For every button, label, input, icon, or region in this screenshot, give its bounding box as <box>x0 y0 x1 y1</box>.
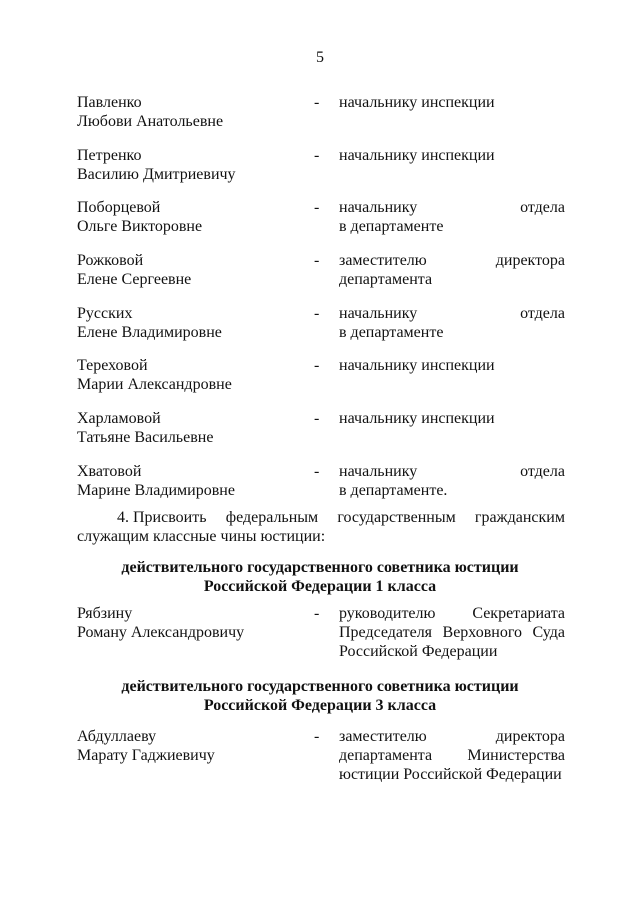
position-title: заместителю директора департамента <box>339 252 565 288</box>
person-name: Тереховой Марии Александровне <box>77 357 232 393</box>
rank-heading: действительного государственного советника юстиции Российской Федерации 1 класса <box>121 559 519 595</box>
dash-separator: - <box>314 147 320 164</box>
person-name: Русских Елене Владимировне <box>77 305 222 341</box>
person-name: Рябзину Роману Александровичу <box>77 605 245 641</box>
position-title: начальнику отдела в департаменте <box>339 305 565 341</box>
position-title: начальнику инспекции <box>339 410 495 427</box>
dash-separator: - <box>314 410 320 427</box>
rank-heading: действительного государственного советника юстиции Российской Федерации 3 класса <box>121 678 519 714</box>
appointment-entry <box>77 93 565 133</box>
appointment-entry <box>77 198 565 238</box>
appointment-entry <box>77 251 565 291</box>
position-title: начальнику отдела в департаменте <box>339 199 565 235</box>
dash-separator: - <box>314 199 320 216</box>
person-name: Харламовой Татьяне Васильевне <box>77 410 214 446</box>
position-title: начальнику инспекции <box>339 94 495 111</box>
person-name: Павленко Любови Анатольевне <box>77 94 224 130</box>
page-number: 5 <box>316 49 324 66</box>
dash-separator: - <box>314 94 320 111</box>
person-name: Абдуллаеву Марату Гаджиевичу <box>77 728 215 764</box>
position-title: руководителю Секретариата Председателя Верховного Суда Российской Федерации <box>339 605 565 660</box>
dash-separator: - <box>314 305 320 322</box>
appointment-entry <box>77 304 565 344</box>
dash-separator: - <box>314 728 320 745</box>
appointment-entry <box>77 604 565 664</box>
appointment-entry <box>77 462 565 502</box>
appointment-entry <box>77 727 565 787</box>
position-title: начальнику отдела в департаменте. <box>339 463 565 499</box>
person-name: Петренко Василию Дмитриевичу <box>77 147 236 183</box>
dash-separator: - <box>314 252 320 269</box>
paragraph-4: 4. Присвоить федеральным государственным гражданским служащим классные чины юстиции: <box>77 509 565 545</box>
person-name: Рожковой Елене Сергеевне <box>77 252 192 288</box>
position-title: начальнику инспекции <box>339 357 495 374</box>
dash-separator: - <box>314 463 320 480</box>
person-name: Хватовой Марине Владимировне <box>77 463 235 499</box>
position-title: заместителю директора департамента Министерства юстиции Российской Федерации <box>339 728 565 783</box>
appointment-entry <box>77 146 565 186</box>
appointment-entry <box>77 356 565 396</box>
position-title: начальнику инспекции <box>339 147 495 164</box>
dash-separator: - <box>314 605 320 622</box>
person-name: Поборцевой Ольге Викторовне <box>77 199 203 235</box>
appointment-entry <box>77 409 565 449</box>
dash-separator: - <box>314 357 320 374</box>
